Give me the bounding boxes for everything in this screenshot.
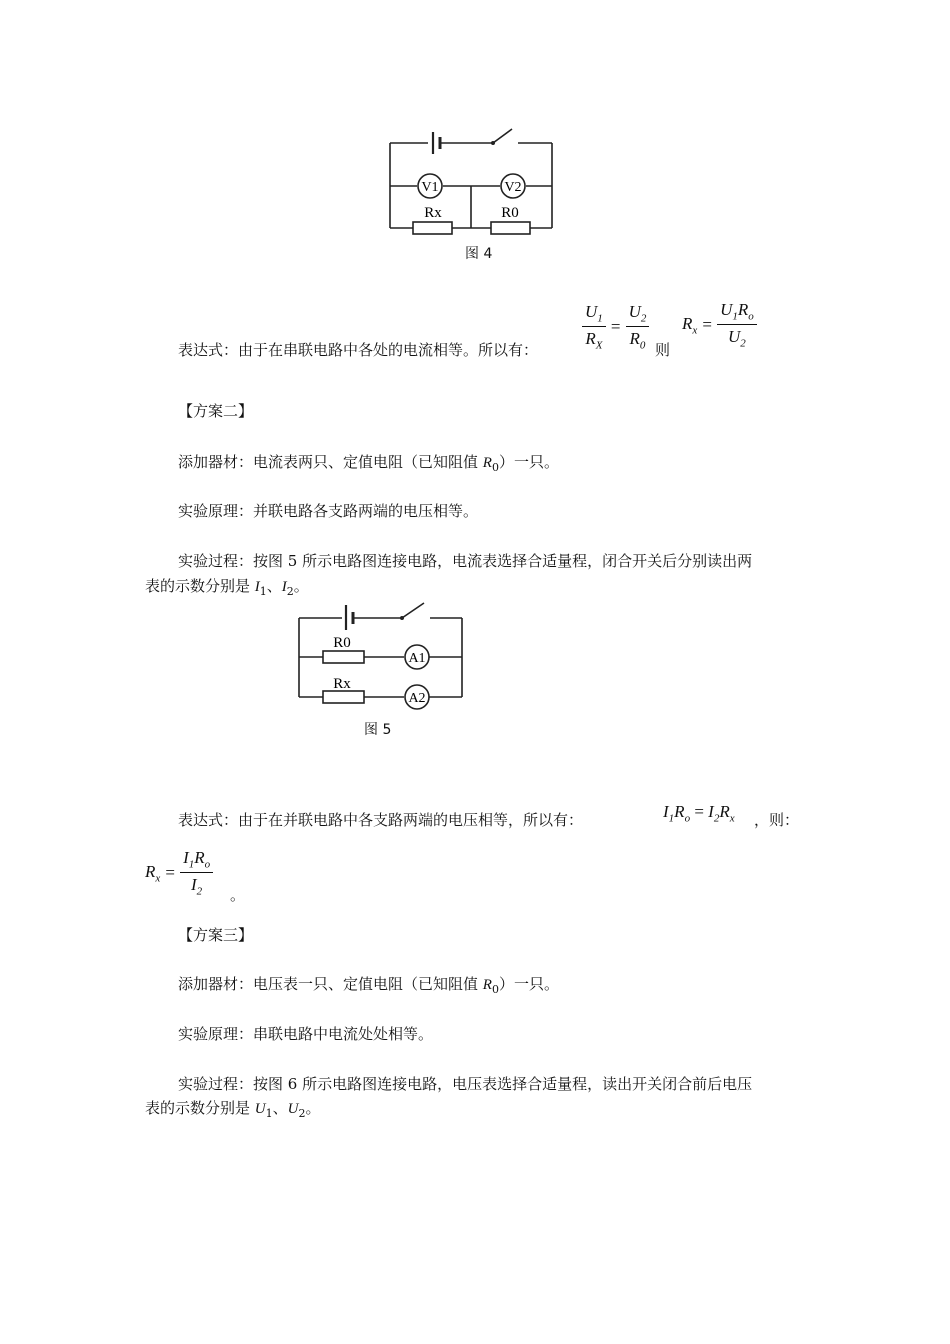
formula-rx-parallel: $R_x$ = $\frac{I_1R_o}{I_2}$	[145, 848, 213, 898]
fraction-u1-rx: $\frac{U_1}{R_X}$ = $\frac{U_2}{R_0}$	[582, 302, 649, 352]
plan2-principle: 实验原理：并联电路各支路两端的电压相等。	[178, 502, 479, 520]
fig4-rx-label: Rx	[424, 205, 442, 221]
then-word-2: ，则：	[754, 811, 800, 829]
parallel-expression-text: 表达式：由于在并联电路中各支路两端的电压相等，所以有：	[178, 811, 584, 829]
fig4-r0-label: R0	[501, 205, 519, 221]
formula-rx-series: $R_x$ = $\frac{U_1R_o}{U_2}$	[682, 300, 757, 350]
figure-5-circuit	[290, 596, 470, 711]
figure-4-circuit	[380, 118, 570, 243]
fig4-v2-label: V2	[504, 180, 522, 195]
fig5-a2-label: A2	[408, 691, 426, 706]
figure-5-caption: 图 5	[364, 722, 392, 738]
fig5-a1-label: A1	[408, 651, 426, 666]
fig4-v1-label: V1	[421, 180, 439, 195]
plan2-title: 【方案二】	[178, 402, 254, 420]
fig5-rx-label: Rx	[333, 676, 351, 692]
plan2-procedure-line2: 表的示数分别是 $I_1$、$I_2$。	[145, 577, 309, 598]
plan3-title: 【方案三】	[178, 926, 254, 944]
fig5-r0-label: R0	[333, 635, 351, 651]
plan2-procedure-line1: 实验过程：按图 5 所示电路图连接电路，电流表选择合适量程，闭合开关后分别读出两	[178, 552, 753, 570]
figure-4-caption: 图 4	[465, 246, 493, 262]
then-word: 则	[655, 341, 671, 359]
plan3-equipment: 添加器材：电压表一只、定值电阻（已知阻值 $R_0$）一只。	[178, 975, 559, 996]
series-expression-text: 表达式：由于在串联电路中各处的电流相等。所以有：	[178, 341, 539, 359]
period-mark: 。	[230, 886, 246, 904]
plan3-principle: 实验原理：串联电路中电流处处相等。	[178, 1025, 434, 1043]
parallel-equation: $I_1R_o = I_2R_x$	[663, 802, 735, 825]
plan2-equipment: 添加器材：电流表两只、定值电阻（已知阻值 $R_0$）一只。	[178, 453, 559, 474]
plan3-procedure-line2: 表的示数分别是 $U_1$、$U_2$。	[145, 1099, 321, 1120]
plan3-procedure-line1: 实验过程：按图 6 所示电路图连接电路，电压表选择合适量程，读出开关闭合前后电压	[178, 1075, 753, 1093]
